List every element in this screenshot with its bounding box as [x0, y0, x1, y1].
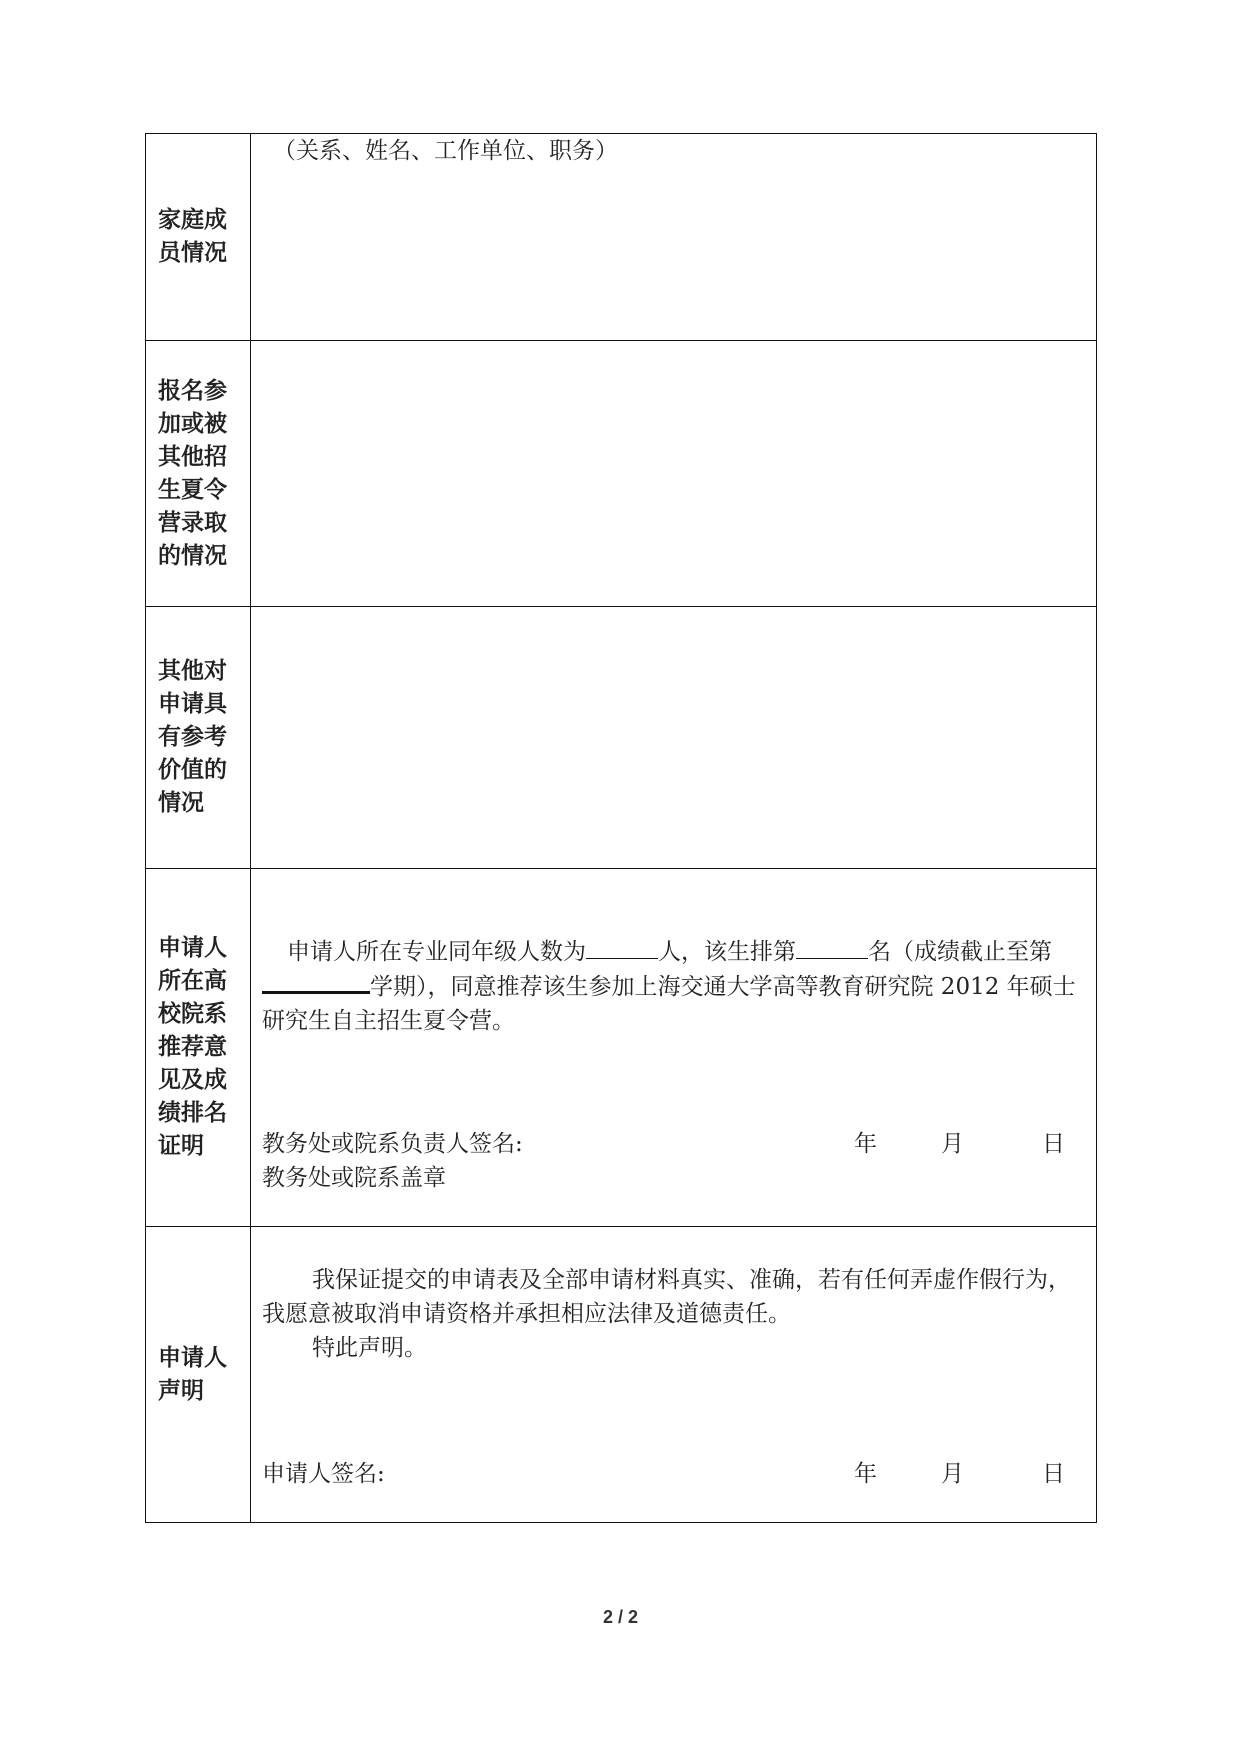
recommendation-content: [251, 869, 1097, 1227]
recommendation-label: 申请人 所在高 校院系 推荐意 见及成 绩排名 证明: [146, 869, 251, 1227]
other-camps-row: [146, 341, 1097, 607]
application-form-table: [145, 133, 1097, 1523]
recommendation-statement: 申请人所在专业同年级人数为 人，该生排第 名（成绩截止至第学期），同意推荐该生参加上海交通大学高等教育研究院 2012 年硕士研究生自主招生夏令营。: [262, 935, 1090, 1038]
family-content[interactable]: [251, 134, 1097, 341]
other-info-content[interactable]: [251, 607, 1097, 869]
other-info-row: [146, 607, 1097, 869]
family-label: 家庭成 员情况: [146, 134, 251, 341]
declaration-closing: 特此声明。: [312, 1335, 427, 1361]
family-row: [146, 134, 1097, 341]
other-info-label: 其他对 申请具 有参考 价值的 情况: [146, 607, 251, 869]
recommendation-row: [146, 869, 1097, 1227]
declaration-year: 年: [854, 1461, 877, 1487]
declaration-row: [146, 1227, 1097, 1523]
dean-signature-label[interactable]: 教务处或院系负责人签名:: [262, 1131, 523, 1157]
declaration-day: 日: [1042, 1461, 1065, 1487]
applicant-signature-label[interactable]: 申请人签名:: [262, 1461, 385, 1487]
semester-blank[interactable]: [262, 969, 370, 994]
rank-blank[interactable]: [796, 936, 868, 959]
declaration-label: 申请人 声明: [146, 1227, 251, 1523]
declaration-statement: 我保证提交的申请表及全部申请材料真实、准确，若有任何弄虚作假行为，我愿意被取消申请资格并承担相应法律及道德责任。: [262, 1267, 1071, 1327]
family-hint: （关系、姓名、工作单位、职务）: [273, 138, 618, 164]
page-number: 2 / 2: [602, 1607, 639, 1627]
recommendation-month: 月: [941, 1131, 964, 1157]
other-camps-label: 报名参 加或被 其他招 生夏令 营录取 的情况: [146, 341, 251, 607]
other-camps-content[interactable]: [251, 341, 1097, 607]
recommendation-year: 年: [854, 1131, 877, 1157]
seal-label: 教务处或院系盖章: [262, 1165, 446, 1191]
class-size-blank[interactable]: [586, 936, 658, 959]
recommendation-day: 日: [1042, 1131, 1065, 1157]
declaration-content: [251, 1227, 1097, 1523]
declaration-month: 月: [941, 1461, 964, 1487]
